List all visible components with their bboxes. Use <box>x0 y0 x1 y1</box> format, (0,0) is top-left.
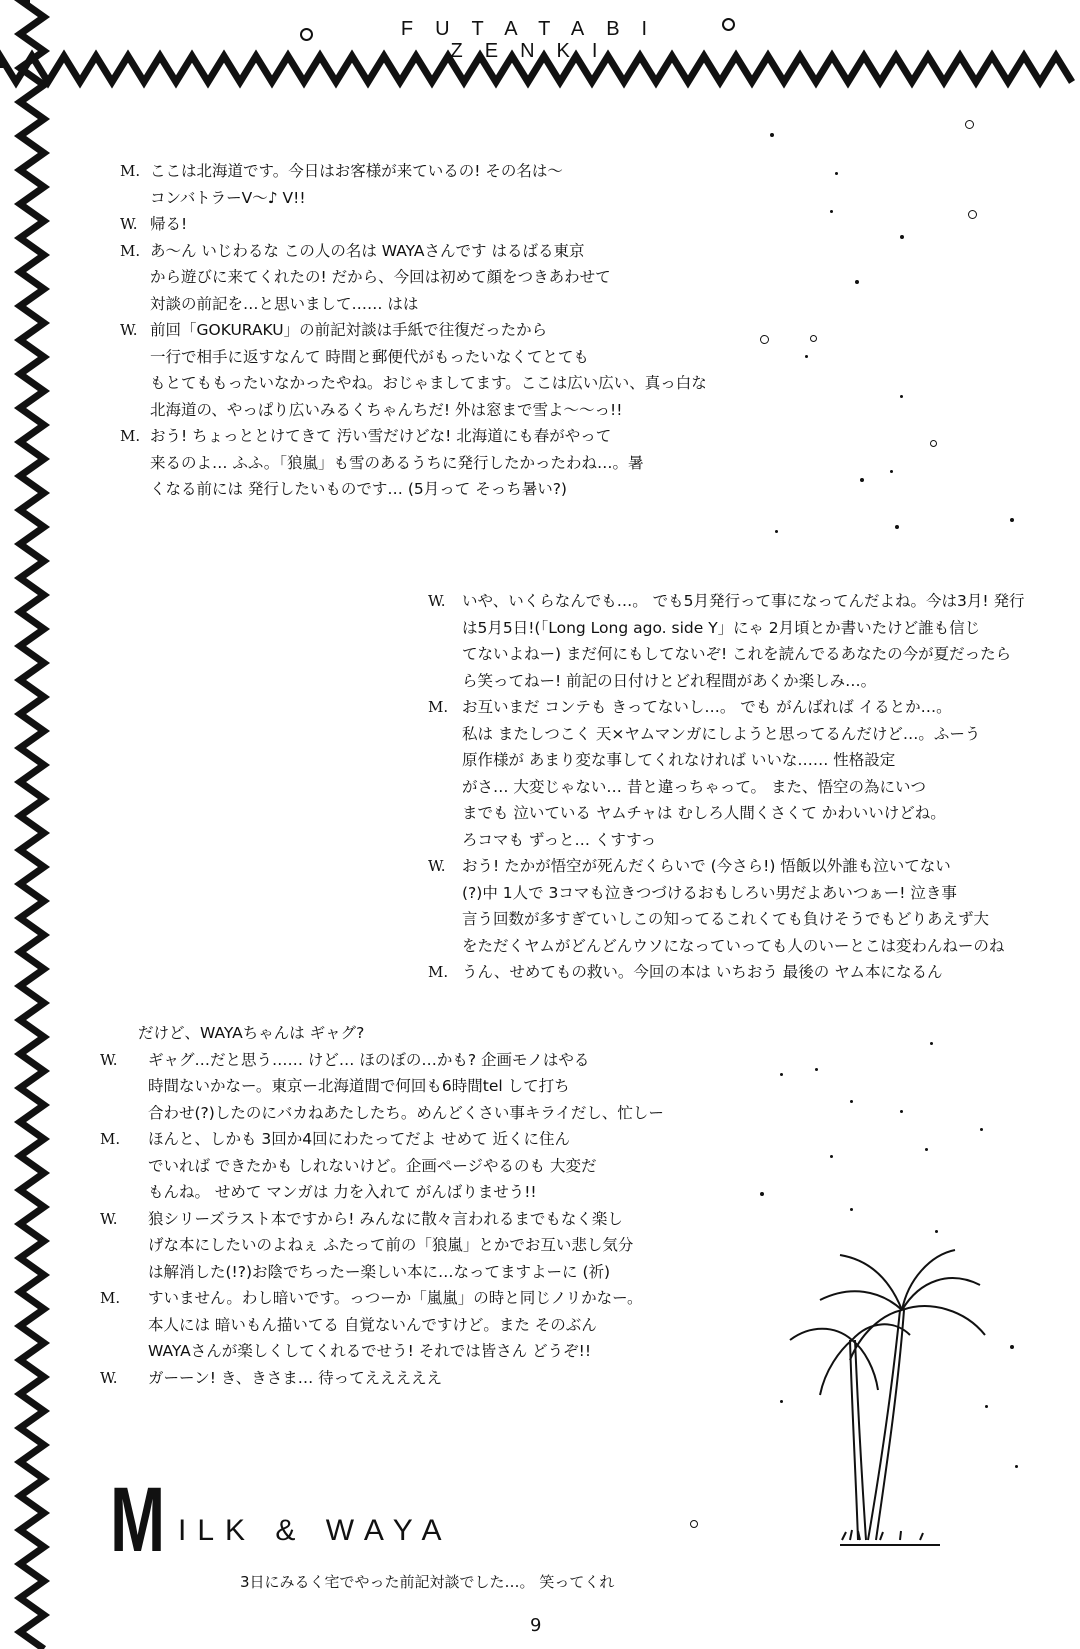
speaker-label: M. <box>120 241 141 260</box>
dialogue-block-lower <box>100 1020 680 1391</box>
dialogue-text: うん、せめてもの救い。今回の本は いちおう 最後の ヤム本になるん <box>462 963 943 981</box>
dialogue-text: お互いまだ コンテも きってないし…。 でも がんばれば イるとか…。 <box>462 698 952 716</box>
page-title-line2: ZENKI <box>450 40 620 62</box>
dialogue-entry <box>428 853 1008 959</box>
dialogue-text: までも 泣いている ヤムチャは むしろ人間くさくて かわいいけどね。 <box>462 804 946 822</box>
dialogue-text: WAYAさんが楽しくしてくれるでせう! それでは皆さん どうぞ!! <box>148 1342 592 1360</box>
dialogue-text: 対談の前記を…と思いまして…… はは <box>150 294 419 313</box>
dialogue-line <box>428 588 1025 615</box>
snowflake-dot <box>815 1068 818 1071</box>
dialogue-line <box>428 880 1008 907</box>
dialogue-line <box>120 450 680 477</box>
snowflake-dot <box>980 1128 983 1131</box>
dialogue-text: おう! たかが悟空が死んだくらいで (今さら!) 悟飯以外誰も泣いてない <box>462 857 951 875</box>
dialogue-text: は5月5日!(「Long Long ago. side Y」にゃ 2月頃とか書いたけど誰も信じ <box>462 618 981 637</box>
dialogue-line <box>428 959 1008 986</box>
speaker-label: W. <box>120 215 138 233</box>
snowflake-dot <box>935 1230 938 1233</box>
speaker-label: W. <box>100 1368 118 1387</box>
dialogue-block-middle <box>428 588 1025 986</box>
dialogue-line <box>428 721 1008 748</box>
page-title-line1: FUTATABI <box>400 18 670 40</box>
dialogue-text: げな本にしたいのよねぇ ふたって前の「狼嵐」とかでお互い悲し気分 <box>148 1236 634 1254</box>
dialogue-line <box>428 615 1008 642</box>
snowflake-dot <box>900 235 904 239</box>
speaker-label: W. <box>100 1209 118 1228</box>
snowflake-dot <box>850 1208 853 1211</box>
dialogue-text: もんね。 せめて マンガは 力を入れて がんばりませう!! <box>148 1183 537 1201</box>
snowflake-dot <box>830 210 833 213</box>
dialogue-text: 帰る! <box>150 215 188 233</box>
dialogue-line <box>120 317 680 344</box>
dialogue-text: ほんと、しかも 3回か4回にわたってだよ せめて 近くに住ん <box>148 1130 571 1148</box>
dialogue-line <box>120 397 680 424</box>
dialogue-line <box>428 747 1008 774</box>
snowflake-dot <box>860 478 864 482</box>
dialogue-text: いや、いくらなんでも…。 でも5月発行って事になってんだよね。今は3月! 発行 <box>462 592 1025 610</box>
dialogue-entry <box>120 238 680 318</box>
dialogue-text: 狼シリーズラスト本ですから! みんなに散々言われるまでもなく楽し <box>148 1209 623 1228</box>
dialogue-text: 前回「GOKURAKU」の前記対談は手紙で往復だったから <box>150 321 548 339</box>
speaker-label: W. <box>428 857 446 875</box>
dialogue-line <box>100 1312 680 1339</box>
dialogue-text: てないよねー) まだ何にもしてないぞ! これを読んでるあなたの今が夏だったら <box>462 645 1012 663</box>
title-dot-right <box>722 18 735 31</box>
dialogue-line <box>100 1338 680 1365</box>
snowflake-dot <box>835 172 838 175</box>
dialogue-line <box>428 827 1008 854</box>
dialogue-entry <box>428 959 1008 986</box>
page-number: 9 <box>530 1615 542 1636</box>
snowflake-dot <box>810 335 817 342</box>
snowflake-dot <box>855 280 859 284</box>
dialogue-text: だけど、WAYAちゃんは ギャグ? <box>138 1024 365 1042</box>
speaker-label: W. <box>100 1050 118 1069</box>
dialogue-entry <box>428 588 1025 694</box>
speaker-label: M. <box>428 963 449 981</box>
dialogue-text: あ〜ん いじわるな この人の名は WAYAさんです はるばる東京 <box>150 241 585 260</box>
snowflake-dot <box>830 1155 833 1158</box>
snowflake-dot <box>690 1520 698 1528</box>
dialogue-line <box>428 933 1008 960</box>
dialogue-entry <box>100 1206 680 1286</box>
dialogue-line <box>428 694 1008 721</box>
dialogue-text: がさ… 大変じゃない… 昔と違っちゃって。 また、悟空の為にいつ <box>462 777 926 796</box>
dialogue-entry <box>120 423 680 503</box>
dialogue-text: から遊びに来てくれたの! だから、今回は初めて顔をつきあわせて <box>150 268 611 286</box>
title-dot-left <box>300 28 313 41</box>
dialogue-line <box>120 264 680 291</box>
dialogue-text: ガーーン! き、きさま… 待ってえええええ <box>148 1368 443 1387</box>
brand-name: ILK & WAYA <box>178 1514 453 1547</box>
snowflake-dot <box>930 1042 933 1045</box>
dialogue-text: は解消した(!?)お陰でちったー楽しい本に…なってますよーに (祈) <box>148 1262 611 1281</box>
speaker-label: M. <box>120 162 141 180</box>
dialogue-text: 一行で相手に返すなんて 時間と郵便代がもったいなくてとても <box>150 347 589 366</box>
snowflake-dot <box>780 1400 783 1403</box>
dialogue-line <box>120 291 680 318</box>
dialogue-text: ここは北海道です。今日はお客様が来ているの! その名は〜 <box>150 162 563 180</box>
dialogue-text: くなる前には 発行したいものです… (5月って そっち暑い?) <box>150 480 567 498</box>
snowflake-dot <box>968 210 977 219</box>
dialogue-text: おう! ちょっととけてきて 汚い雪だけどな! 北海道にも春がやって <box>150 427 612 445</box>
dialogue-text: コンバトラーV〜♪ V!! <box>150 188 306 207</box>
speaker-label: M. <box>120 427 141 445</box>
dialogue-line <box>120 476 680 503</box>
brand-initial: M <box>110 1469 166 1571</box>
dialogue-line <box>428 853 1008 880</box>
dialogue-text: ギャグ…だと思う…… けど… ほのぼの…かも? 企画モノはやる <box>148 1050 590 1069</box>
dialogue-text: 合わせ(?)したのにバカねあたしたち。めんどくさい事キライだし、忙しー <box>148 1103 664 1122</box>
dialogue-line <box>120 185 680 212</box>
dialogue-line <box>100 1179 680 1206</box>
dialogue-line <box>100 1020 680 1047</box>
dialogue-line <box>100 1100 680 1127</box>
dialogue-line <box>428 641 1012 668</box>
dialogue-text: 北海道の、やっぱり広いみるくちゃんちだ! 外は窓まで雪よ〜〜っ!! <box>150 400 623 419</box>
dialogue-text: をただくヤムがどんどんウソになっていっても人のいーとこは変わんねーのね <box>462 936 1005 955</box>
dialogue-text: 原作様が あまり変な事してくれなければ いいな…… 性格設定 <box>462 751 896 769</box>
dialogue-text: ら笑ってねー! 前記の日付けとどれ程間があくか楽しみ…。 <box>462 671 877 690</box>
dialogue-line <box>120 423 680 450</box>
dialogue-line <box>428 774 1008 801</box>
dialogue-line <box>100 1206 680 1233</box>
dialogue-entry <box>120 158 680 211</box>
dialogue-line <box>100 1232 680 1259</box>
speaker-label: W. <box>120 321 138 339</box>
snowflake-dot <box>900 1110 903 1113</box>
dialogue-text: 本人には 暗いもん描いてる 自覚ないんですけど。また そのぶん <box>148 1315 597 1334</box>
dialogue-entry <box>120 317 707 423</box>
dialogue-line <box>120 370 707 397</box>
speaker-label: M. <box>428 698 449 716</box>
dialogue-text: でいれば できたかも しれないけど。企画ページやるのも 大変だ <box>148 1156 597 1175</box>
dialogue-line <box>120 344 680 371</box>
dialogue-line <box>120 158 680 185</box>
snowflake-dot <box>965 120 974 129</box>
snowflake-dot <box>760 1192 764 1196</box>
speaker-label: M. <box>100 1130 121 1148</box>
dialogue-entry <box>100 1365 680 1392</box>
dialogue-line <box>100 1285 680 1312</box>
dialogue-entry <box>100 1126 680 1206</box>
dialogue-text: (?)中 1人で 3コマも泣きつづけるおもしろい男だよあいつぁー! 泣き事 <box>462 883 957 902</box>
speaker-label: W. <box>428 592 446 610</box>
dialogue-text: 来るのよ… ふふ。「狼嵐」も雪のあるうちに発行したかったわね…。暑 <box>150 453 644 472</box>
dialogue-line <box>100 1259 680 1286</box>
snowflake-dot <box>770 133 774 137</box>
dialogue-text: 私は またしつこく 天×ヤムマンガにしようと思ってるんだけど…。ふーう <box>462 724 981 743</box>
dialogue-line <box>428 906 1008 933</box>
dialogue-text: すいません。わし暗いです。っつーか「嵐嵐」の時と同じノリかなー。 <box>148 1289 643 1307</box>
snowflake-dot <box>780 1073 783 1076</box>
snowflake-dot <box>805 355 808 358</box>
dialogue-block-upper <box>120 158 707 503</box>
dialogue-line <box>120 211 680 238</box>
snowflake-dot <box>1010 518 1014 522</box>
dialogue-line <box>100 1073 680 1100</box>
dialogue-entry <box>120 211 680 238</box>
speaker-label: M. <box>100 1289 121 1307</box>
dialogue-text: 時間ないかなー。東京ー北海道間で何回も6時間tel して打ち <box>148 1077 570 1095</box>
snowflake-dot <box>1015 1465 1018 1468</box>
dialogue-entry <box>100 1285 680 1365</box>
dialogue-line <box>100 1047 680 1074</box>
dialogue-line <box>100 1365 680 1392</box>
dialogue-text: ろコマも ずっと… くすすっ <box>462 830 657 849</box>
dialogue-text: 言う回数が多すぎていしこの知ってるこれくても負けそうでもどりあえず大 <box>462 910 990 928</box>
palm-tree-illustration <box>780 1240 1010 1560</box>
snowflake-dot <box>985 1405 988 1408</box>
dialogue-line <box>120 238 680 265</box>
dialogue-text: もとてももったいなかったやね。おじゃましてます。ここは広い広い、真っ白な <box>150 374 707 392</box>
snowflake-dot <box>890 470 893 473</box>
snowflake-dot <box>895 525 899 529</box>
snowflake-dot <box>775 530 778 533</box>
snowflake-dot <box>930 440 937 447</box>
dialogue-line <box>100 1126 680 1153</box>
dialogue-line <box>428 800 1008 827</box>
dialogue-entry <box>100 1020 680 1047</box>
footer-caption: 3日にみるく宅でやった前記対談でした…。 笑ってくれ <box>240 1573 615 1591</box>
dialogue-line <box>428 668 1008 695</box>
snowflake-dot <box>1010 1345 1014 1349</box>
dialogue-entry <box>100 1047 680 1127</box>
snowflake-dot <box>925 1148 928 1151</box>
snowflake-dot <box>760 335 769 344</box>
snowflake-dot <box>850 1100 853 1103</box>
dialogue-entry <box>428 694 1008 853</box>
snowflake-dot <box>900 395 903 398</box>
dialogue-line <box>100 1153 680 1180</box>
